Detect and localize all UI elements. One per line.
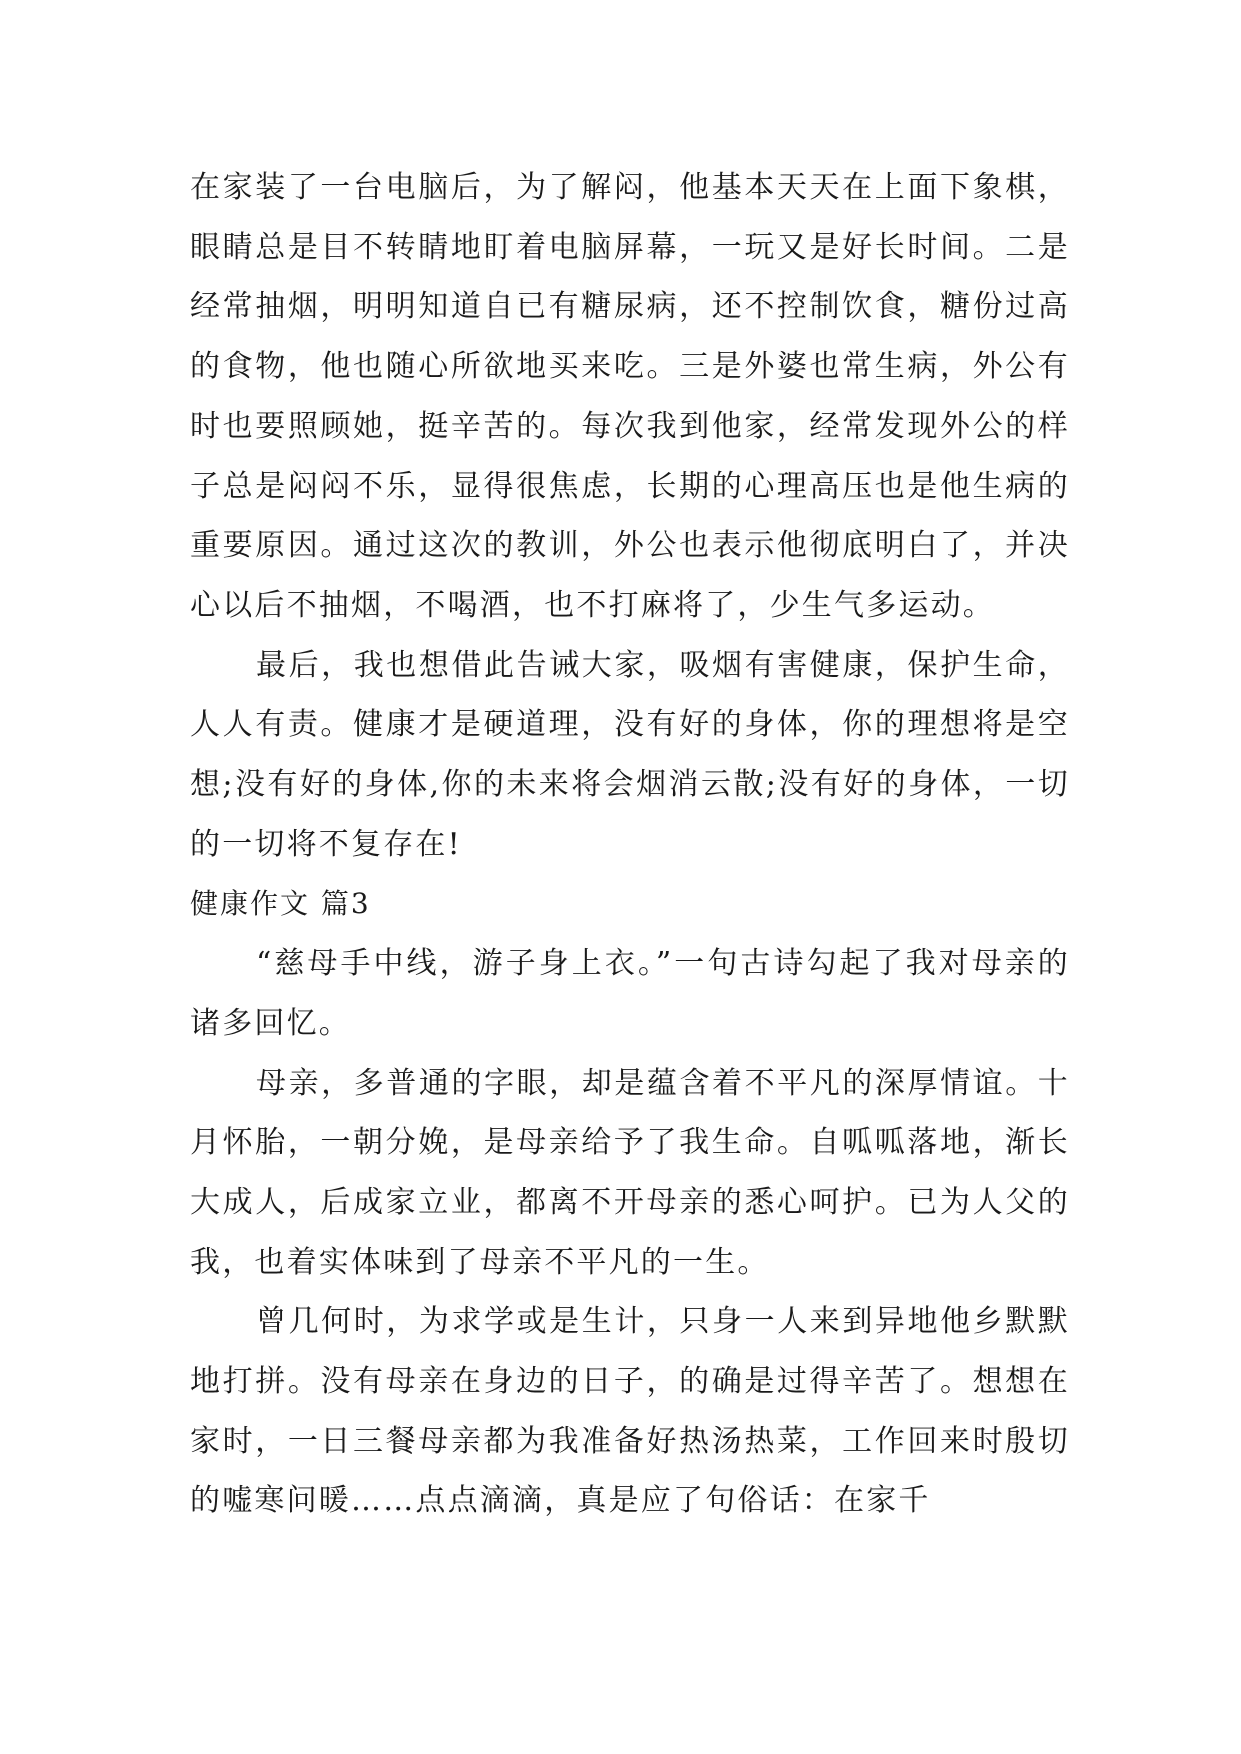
body-paragraph: 曾几何时，为求学或是生计，只身一人来到异地他乡默默地打拼。没有母亲在身边的日子，的确是过得辛苦了。想想在家时，一日三餐母亲都为我准备好热汤热菜，工作回来时殷切的嘘寒问暖……点点滴滴，真是应了句俗话：在家千: [190, 1304, 1070, 1519]
body-paragraph: “慈母手中线，游子身上衣。”一句古诗勾起了我对母亲的诸多回忆。: [190, 946, 1070, 1041]
section-heading: 健康作文 篇3: [190, 887, 371, 921]
body-paragraph: 最后，我也想借此告诫大家，吸烟有害健康，保护生命，人人有责。健康才是硬道理，没有好的身体，你的理想将是空想;没有好的身体,你的未来将会烟消云散;没有好的身体，一切的一切将不复存在!: [190, 647, 1070, 862]
document-page: [190, 158, 1070, 1531]
body-paragraph: 在家装了一台电脑后，为了解闷，他基本天天在上面下象棋，眼睛总是目不转睛地盯着电脑屏幕，一玩又是好长时间。二是经常抽烟，明明知道自已有糖尿病，还不控制饮食，糖份过高的食物，他也随心所欲地买来吃。三是外婆也常生病，外公有时也要照顾她，挺辛苦的。每次我到他家，经常发现外公的样子总是闷闷不乐，显得很焦虑，长期的心理高压也是他生病的重要原因。通过这次的教训，外公也表示他彻底明白了，并决心以后不抽烟，不喝酒，也不打麻将了，少生气多运动。: [190, 170, 1070, 623]
body-paragraph: 母亲，多普通的字眼，却是蕴含着不平凡的深厚情谊。十月怀胎，一朝分娩，是母亲给予了我生命。自呱呱落地，渐长大成人，后成家立业，都离不开母亲的悉心呵护。已为人父的我，也着实体味到了母亲不平凡的一生。: [190, 1065, 1070, 1280]
